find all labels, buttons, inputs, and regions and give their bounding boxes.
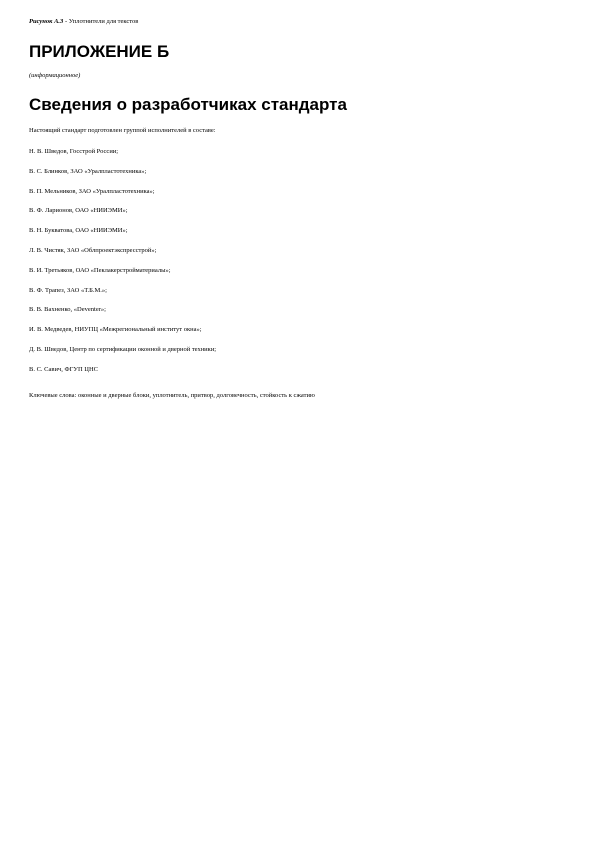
developer-item: В. С. Блинков, ЗАО «Уралпластотехника»; xyxy=(29,167,147,175)
section-heading: Сведения о разработчиках стандарта xyxy=(29,95,347,114)
appendix-subtitle: (информационное) xyxy=(29,72,81,79)
developer-item: В. Н. Букватова, ОАО «НИИЭМИ»; xyxy=(29,227,128,235)
developers-list xyxy=(29,148,216,386)
developer-item: В. Ф. Трапез, ЗАО «Т.Б.М.»; xyxy=(29,286,107,294)
figure-caption-label: Рисунок А.3 xyxy=(29,18,64,25)
developer-item: Д. В. Шведов, Центр по сертификации оконной и дверной техники; xyxy=(29,345,217,353)
developer-item: В. И. Третьяков, ОАО «Пеклакерстройматериалы»; xyxy=(29,266,171,274)
keywords-paragraph: Ключевые слова: оконные и дверные блоки, уплотнитель, притвор, долговечность, стойкость к сжатию xyxy=(29,392,315,399)
developer-item: Н. В. Шведов, Госстрой России; xyxy=(29,148,119,155)
developer-item: И. В. Медведев, НИУПЦ «Межрегиональный институт окна»; xyxy=(29,326,202,334)
appendix-title: ПРИЛОЖЕНИЕ Б xyxy=(29,42,170,61)
developer-item: В. В. Вахненко, «Deventer»; xyxy=(29,306,106,314)
developer-item: В. С. Савич, ФГУП ЦНС xyxy=(29,365,98,373)
intro-paragraph: Настоящий стандарт подготовлен группой исполнителей в составе: xyxy=(29,127,216,134)
figure-caption xyxy=(29,18,138,26)
developer-item: Л. В. Чистяк, ЗАО «Облпроектэкспресстрой»; xyxy=(29,246,157,254)
developer-item: В. Ф. Ларионов, ОАО «НИИЭМИ»; xyxy=(29,207,128,215)
figure-caption-text: - Уплотнители для текстов xyxy=(63,18,139,25)
developer-item: В. П. Мельников, ЗАО «Уралпластотехника»; xyxy=(29,187,155,195)
